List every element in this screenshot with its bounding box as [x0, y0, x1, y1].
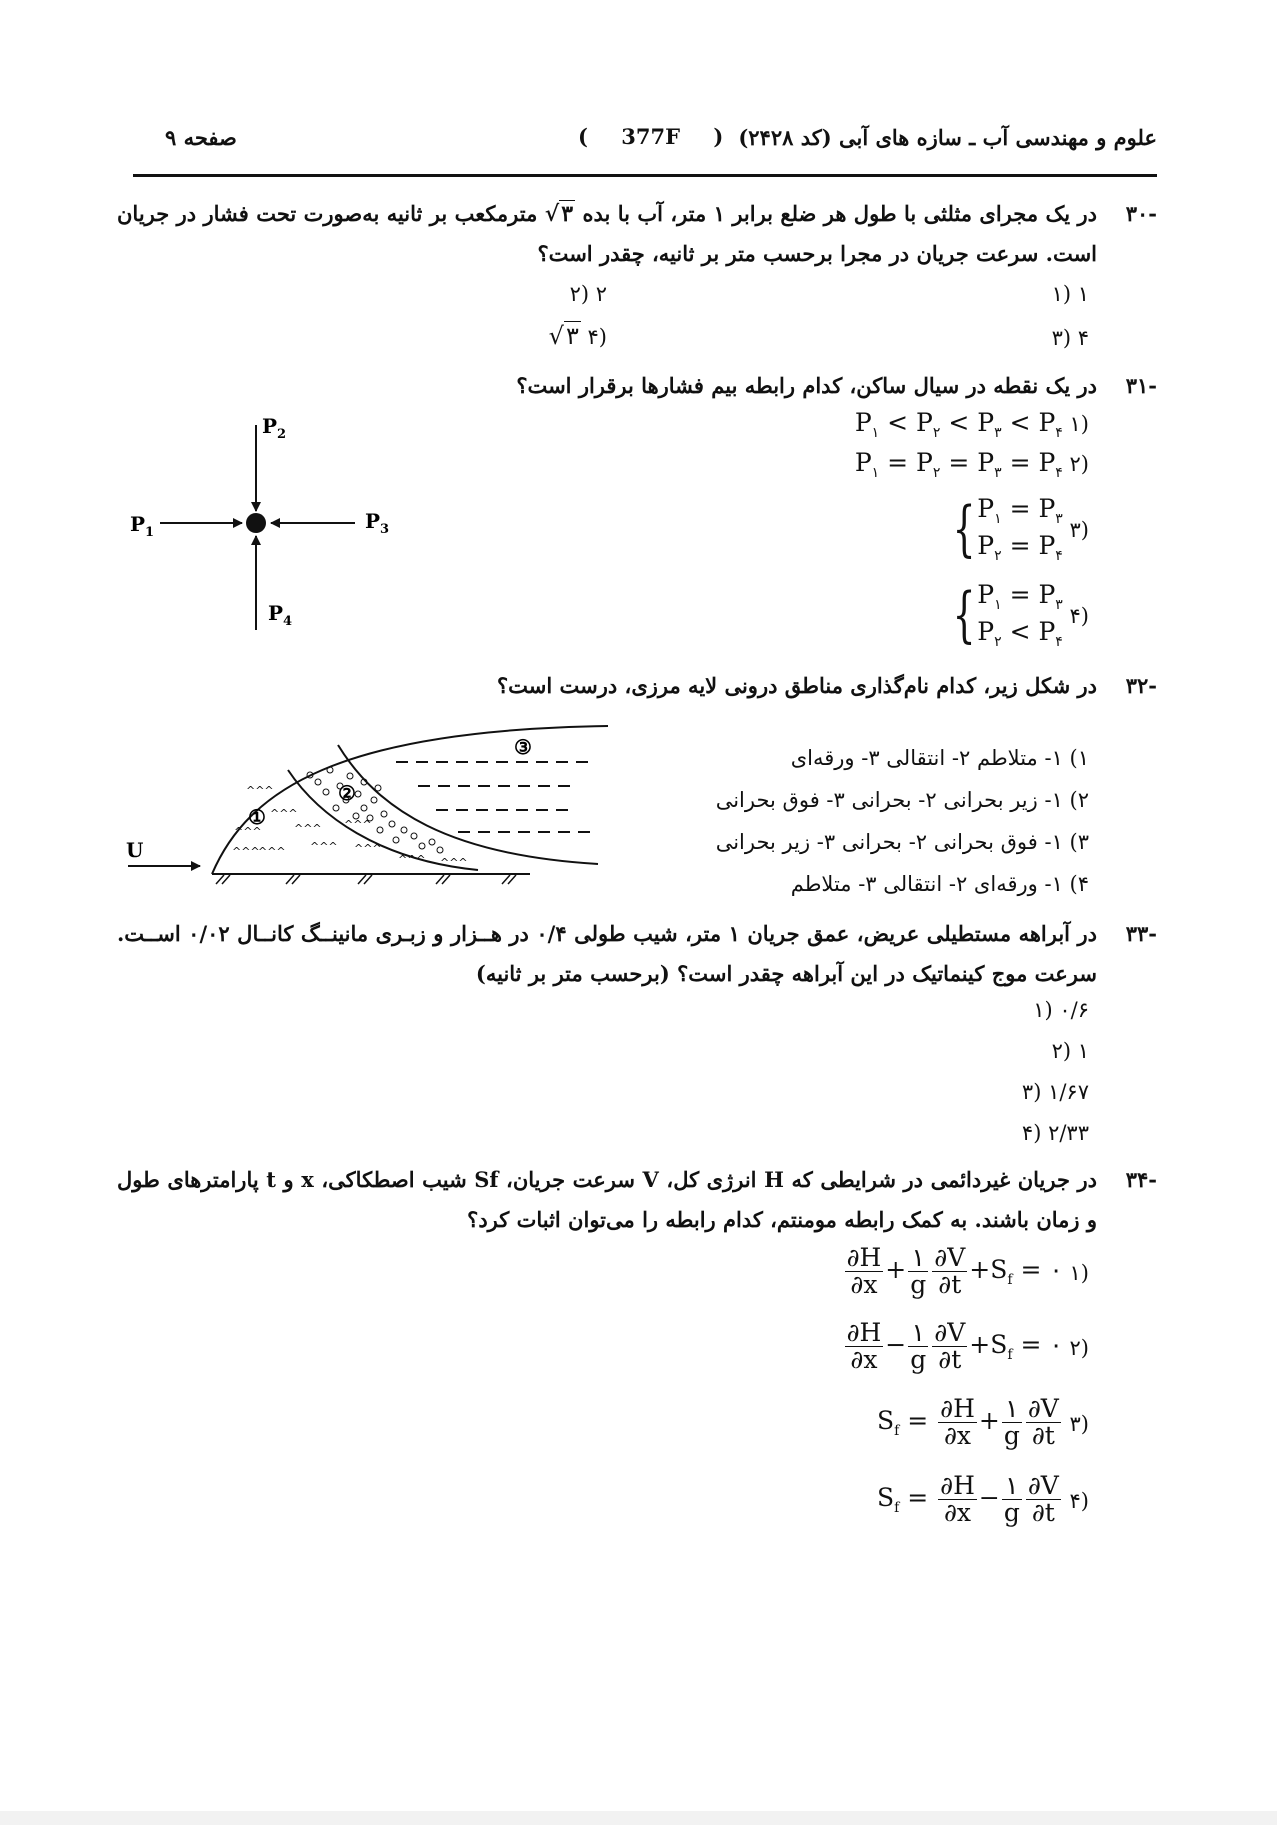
question-number: -۳۲: [1125, 673, 1157, 698]
svg-text:^^^: ^^^: [258, 845, 286, 858]
question-33: [117, 914, 1157, 994]
q31-option-3[interactable]: (۳ { $P_۱ = P_۳$ $P_۲ = P_۴$: [952, 493, 1089, 564]
svg-text:^^^: ^^^: [294, 822, 322, 835]
q32-option-1[interactable]: ۱) ۱- متلاطم ۲- انتقالی ۳- ورقه‌ای: [790, 746, 1089, 770]
svg-text:^^^: ^^^: [440, 856, 468, 869]
q32-option-4[interactable]: ۴) ۱- ورقه‌ای ۲- انتقالی ۳- متلاطم: [790, 872, 1089, 896]
q32-option-3[interactable]: ۳) ۱- فوق بحرانی ۲- بحرانی ۳- زیر بحرانی: [715, 830, 1089, 854]
code-paren-open: (: [578, 124, 588, 149]
pressure-point-figure: [125, 410, 415, 640]
svg-text:^^^: ^^^: [310, 840, 338, 853]
zone-3-texture: [396, 762, 592, 832]
fluid-point: [246, 513, 266, 533]
q30-option-3[interactable]: ۴ (۳: [1051, 326, 1089, 350]
svg-text:^^^: ^^^: [246, 784, 274, 797]
q34-option-1[interactable]: (۱ $\frac{\partial H}{\partial x}$ + $\frac{۱}{g}$ $\frac{\partial V}{\partial t}$ $+S_f$ = ۰: [846, 1243, 1089, 1300]
q31-option-1[interactable]: (۱ $P_۱ < P_۲ < P_۳ < P_۴$: [854, 408, 1089, 441]
question-number: -۳۱: [1125, 373, 1157, 398]
code-paren-close: ): [713, 124, 724, 149]
svg-text:①: ①: [248, 805, 266, 829]
svg-text:P3: $P_3$: [365, 509, 390, 537]
svg-text:P4: $P_4$: [268, 601, 293, 629]
q30-option-2[interactable]: ۲ (۲: [569, 282, 607, 306]
header-rule: [133, 174, 1157, 177]
question-text: در یک مجرای مثلثی با طول هر ضلع برابر ۱ متر، آب با بده √۳ مترمکعب بر ثانیه به‌صورت تحت فشار در جریان است. سرعت جریان در مجرا برحسب متر بر ثانیه، چقدر است؟: [117, 201, 1097, 266]
svg-text:^^^: ^^^: [344, 818, 372, 831]
wall-hatching: [216, 875, 516, 884]
header-subject: علوم و مهندسی آب ـ سازه های آبی (کد ۲۴۲۸): [738, 125, 1157, 150]
q30-option-4[interactable]: (۴ √۳: [548, 322, 607, 350]
question-text: در یک نقطه در سیال ساکن، کدام رابطه بیم فشارها برقرار است؟: [516, 373, 1097, 398]
question-text: در شکل زیر، کدام نام‌گذاری مناطق درونی لایه مرزی، درست است؟: [497, 673, 1097, 698]
question-34: [117, 1160, 1157, 1240]
question-31: [117, 366, 1157, 406]
q33-option-2[interactable]: ۱ (۲: [1051, 1039, 1089, 1063]
svg-text:^^^: ^^^: [232, 845, 260, 858]
svg-text:^^^: ^^^: [234, 825, 262, 838]
svg-text:③: ③: [514, 735, 532, 759]
svg-text:^^^: ^^^: [270, 807, 298, 820]
svg-text:P2: $P_2$: [262, 414, 287, 442]
boundary-layer-figure: [118, 720, 618, 890]
question-number: -۳۰: [1125, 201, 1157, 226]
question-text: در جریان غیردائمی در شرایطی که H انرژی کل، V سرعت جریان، Sf شیب اصطکاکی، x و t پارامترهای طول و زمان باشند. به کمک رابطه مومنتم، کدام رابطه را می‌توان اثبات کرد؟: [117, 1167, 1098, 1232]
q33-option-1[interactable]: ۰/۶ (۱: [1033, 998, 1089, 1022]
question-number: -۳۴: [1125, 1167, 1157, 1192]
q30-option-1[interactable]: ۱ (۱: [1051, 282, 1089, 306]
page-number: صفحه ۹: [165, 125, 237, 150]
header-exam-code: [578, 124, 723, 149]
svg-text:^^^: ^^^: [398, 853, 426, 866]
question-number: -۳۳: [1125, 921, 1157, 946]
q33-option-3[interactable]: ۱/۶۷ (۳: [1021, 1080, 1089, 1104]
q32-option-2[interactable]: ۲) ۱- زیر بحرانی ۲- بحرانی ۳- فوق بحرانی: [715, 788, 1089, 812]
question-30: [117, 194, 1157, 274]
q31-option-4[interactable]: (۴ { $P_۱ = P_۳$ $P_۲ < P_۴$: [952, 579, 1089, 650]
svg-text:^^^: ^^^: [354, 842, 382, 855]
q34-option-2[interactable]: (۲ $\frac{\partial H}{\partial x}$ − $\frac{۱}{g}$ $\frac{\partial V}{\partial t}$ $+S_f$ = ۰: [846, 1318, 1089, 1375]
question-32: [117, 666, 1157, 706]
sqrt-expression: √۳: [544, 201, 574, 227]
svg-text:②: ②: [338, 781, 356, 805]
q31-option-2[interactable]: (۲ $P_۱ = P_۲ = P_۳ = P_۴$: [854, 448, 1089, 481]
q33-option-4[interactable]: ۲/۳۳ (۴: [1021, 1121, 1089, 1145]
svg-text:U: U: [126, 838, 144, 862]
q34-option-4[interactable]: (۴ $S_f$ = $\frac{\partial H}{\partial x}$ − $\frac{۱}{g}$ $\frac{\partial V}{\partial t}$: [876, 1471, 1089, 1528]
q34-option-3[interactable]: (۳ $S_f$ = $\frac{\partial H}{\partial x}$ + $\frac{۱}{g}$ $\frac{\partial V}{\partial t}$: [876, 1394, 1089, 1451]
question-text: در آبراهه مستطیلی عریض، عمق جریان ۱ متر، شیب طولی ۰/۴ در هــزار و زبـری مانینــگ کانــال ۰/۰۲ اســت. سرعت موج کینماتیک در این آبراهه چقدر است؟ (برحسب متر بر ثانیه): [117, 921, 1098, 986]
svg-text:P1: $P_1$: [130, 512, 155, 540]
code-value: 377F: [621, 124, 680, 149]
page-bottom-edge: [0, 1811, 1277, 1825]
